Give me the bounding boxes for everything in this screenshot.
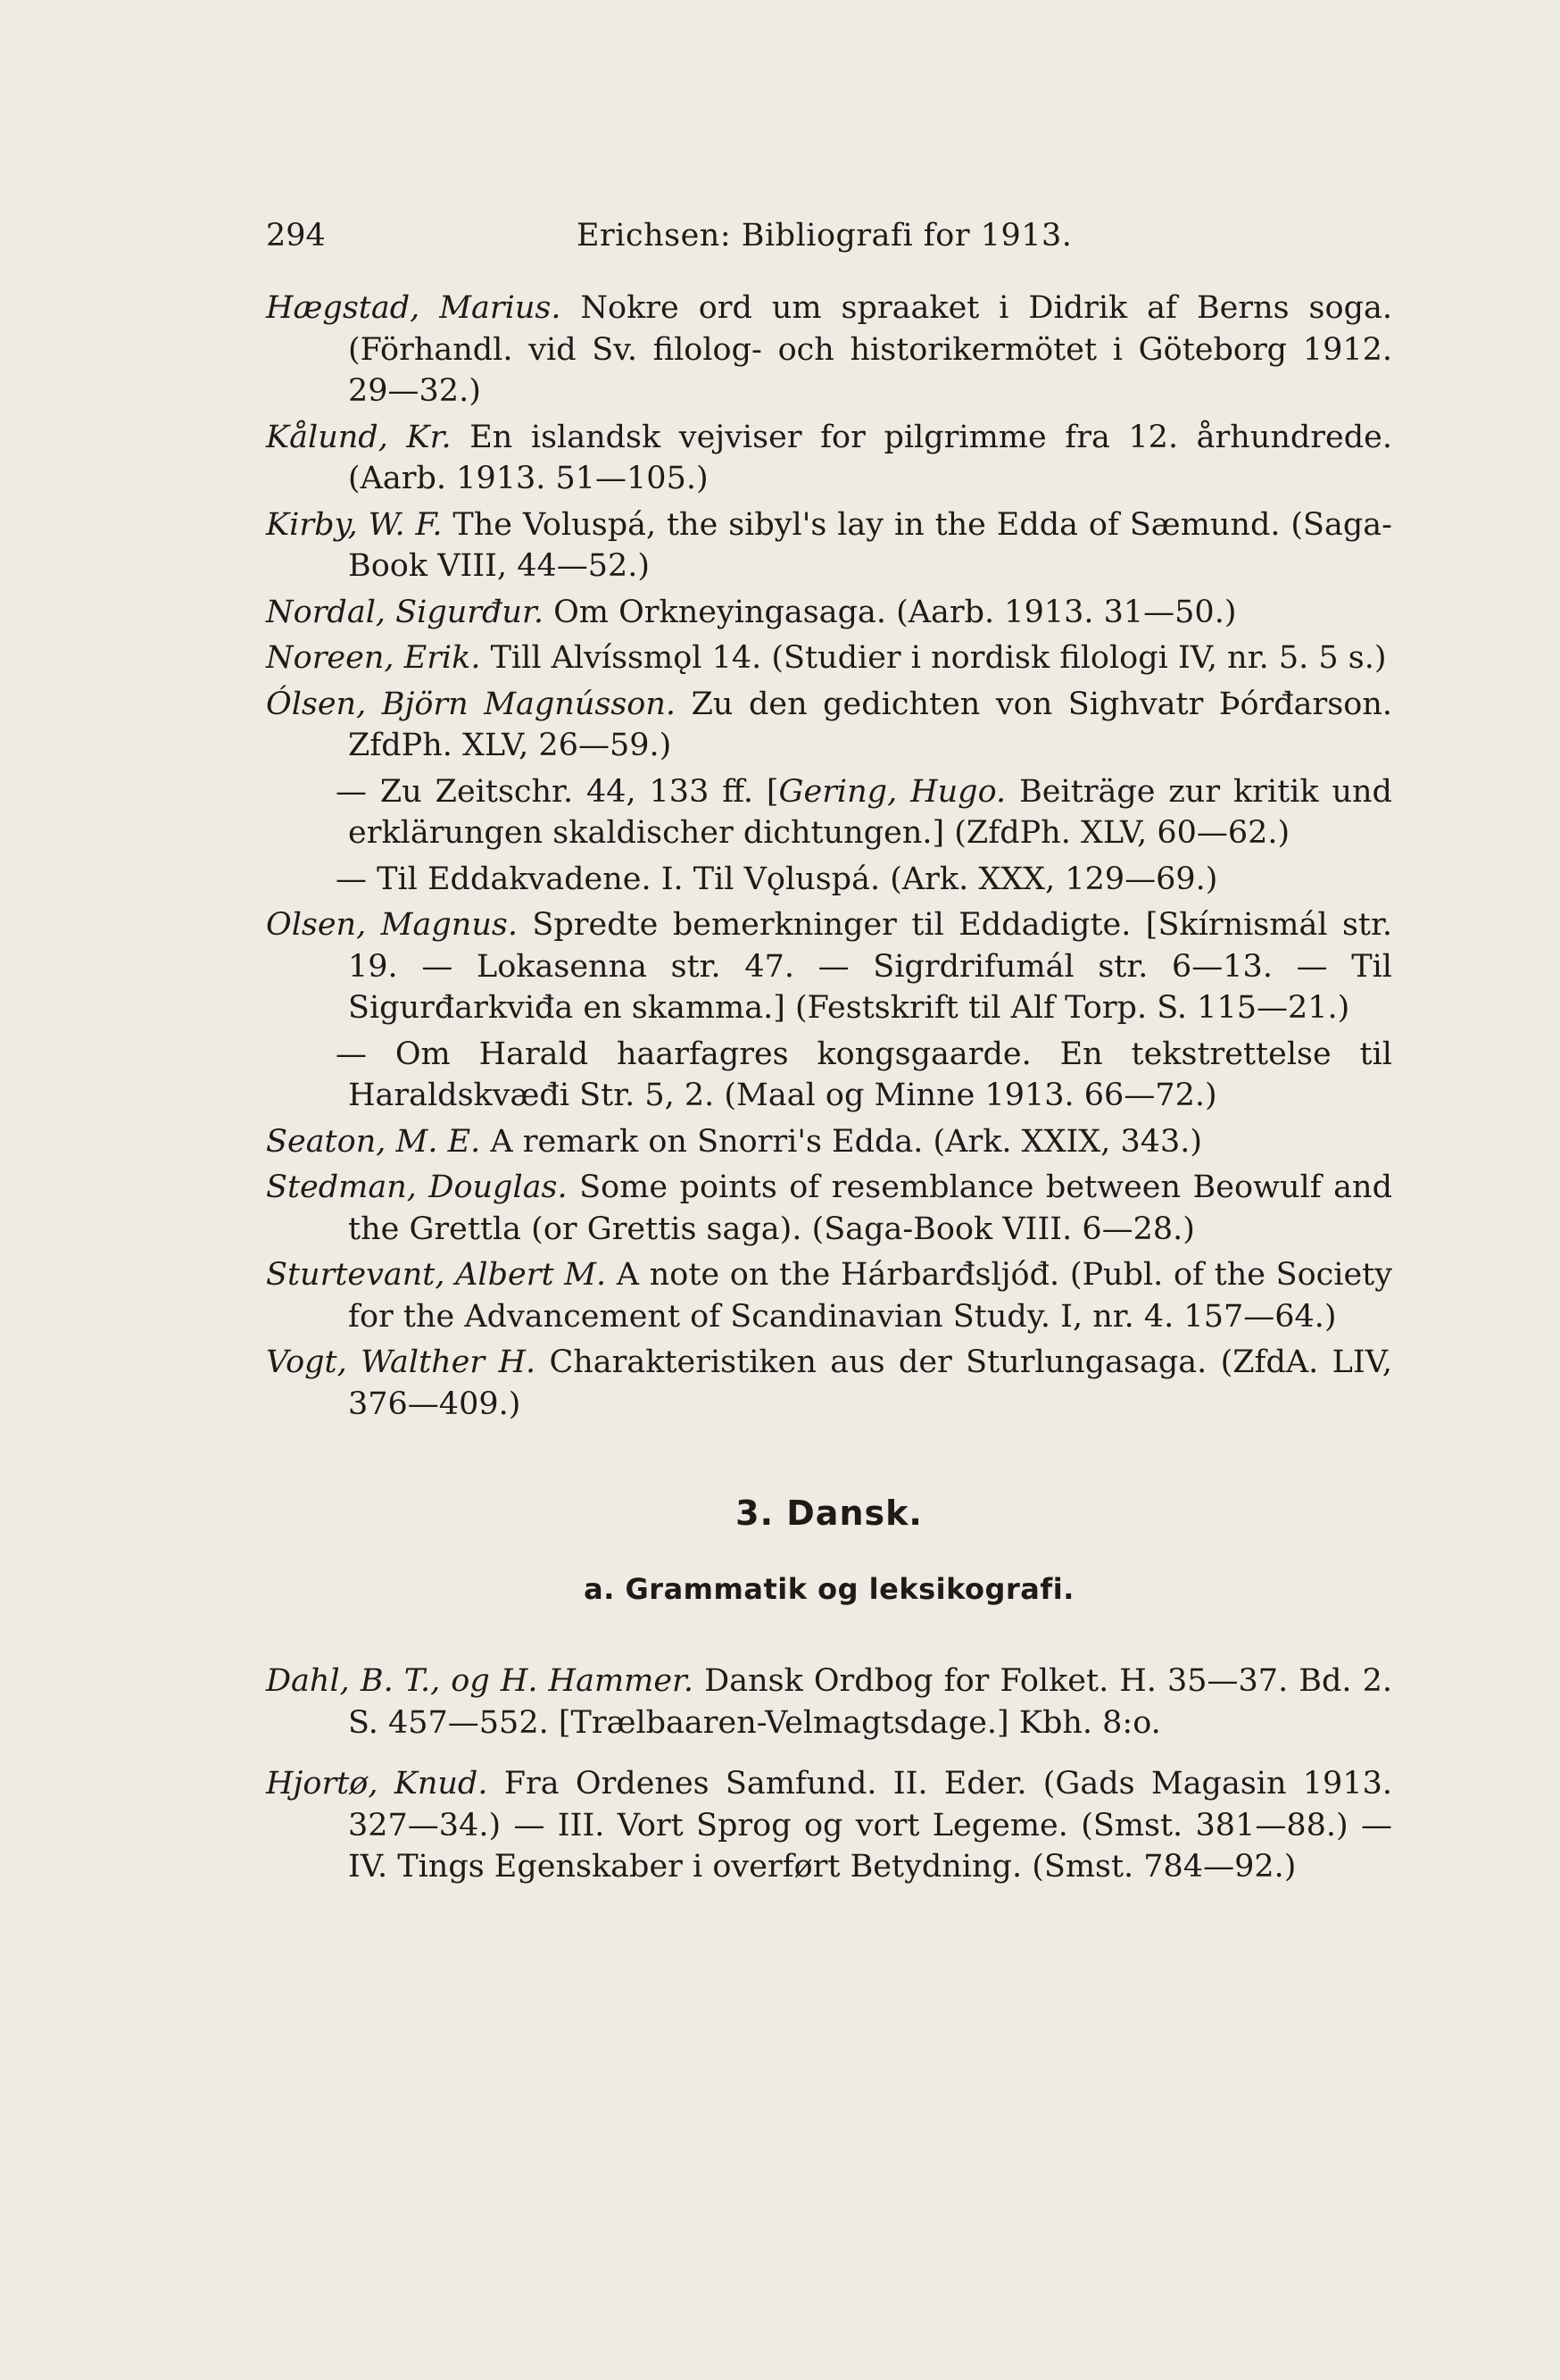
entry-prefix: Zu Zeitschr. 44, 133 ff. [ [379,773,779,810]
entry-author: Dahl, B. T., og H. Hammer. [266,1663,694,1699]
entry-text: Til Eddakvadene. I. Til Vǫluspá. (Ark. XXX, 129—69.) [377,861,1218,897]
bib-entry [266,1167,1392,1250]
entry-author: Sturtevant, Albert M. [266,1257,607,1293]
entry-text: Charakteristiken aus der Sturlungasaga. (ZfdA. LIV, 376—409.) [348,1344,1392,1422]
page-body [266,287,1392,1893]
entry-author: Hjortø, Knud. [266,1766,488,1802]
entry-text: Some points of resemblance between Beowulf and the Grettla (or Grettis saga). (Saga-Book VIII. 6—28.) [348,1169,1392,1247]
bib-entry [266,1342,1392,1425]
entry-author: Olsen, Magnus. [266,907,518,943]
entry-author: Gering, Hugo. [778,773,1007,810]
bib-entry [266,637,1392,679]
subsection-heading: a. Grammatik og leksikografi. [584,1572,1075,1606]
bib-entry [266,592,1392,634]
entry-text: Till Alvíssmǫl 14. (Studier i nordisk filologi IV, nr. 5. 5 s.) [490,640,1387,676]
bib-entry [266,684,1392,767]
bib-entry [266,417,1392,500]
entry-text: Nokre ord um spraaket i Didrik af Berns soga. (Förhandl. vid Sv. filolog- och historikermötet i Göteborg 1912. 29—32.) [348,290,1392,409]
entry-author: Ólsen, Björn Magnússon. [266,686,676,722]
entry-author: Seaton, M. E. [266,1123,481,1160]
bib-entry-continuation [266,859,1392,901]
entry-text: A remark on Snorri's Edda. (Ark. XXIX, 343.) [490,1123,1203,1160]
bib-entry [266,904,1392,1029]
entry-text: En islandsk vejviser for pilgrimme fra 12. århundrede. (Aarb. 1913. 51—105.) [348,419,1392,496]
entry-text: Zu den gedichten von Sighvatr Þórđarson. ZfdPh. XLV, 26—59.) [348,686,1392,763]
bib-entry [266,1660,1392,1743]
entry-author: Kirby, W. F. [266,506,443,543]
entry-text: The Voluspá, the sibyl's lay in the Edda of Sæmund. (Saga-Book VIII, 44—52.) [348,506,1392,584]
entry-author: Kålund, Kr. [266,419,452,455]
bib-entry [266,1763,1392,1888]
entry-text: Om Orkneyingasaga. (Aarb. 1913. 31—50.) [553,594,1237,630]
entry-text: Fra Ordenes Samfund. II. Eder. (Gads Magasin 1913. 327—34.) — III. Vort Sprog og vort Legeme. (Smst. 381—88.) — IV. Tings Egenskaber i overført Betydning. (Smst. 784—92.) [348,1766,1392,1885]
entry-author: Hægstad, Marius. [266,290,561,326]
running-header [266,218,1426,259]
bib-entry [266,1121,1392,1163]
entry-text: A note on the Hárbarđsljóđ. (Publ. of the Society for the Advancement of Scandinavian Study. I, nr. 4. 157—64.) [348,1257,1392,1335]
bib-entry [266,287,1392,412]
section-heading: 3. Dansk. [735,1494,923,1533]
entry-text: Spredte bemerkninger til Eddadigte. [Skírnismál str. 19. — Lokasenna str. 47. — Sigrdrifumál str. 6—13. — Til Sigurđarkviđa en skamma.] (Festskrift til Alf Torp. S. 115—21.) [348,907,1392,1026]
page-number: 294 [266,218,326,254]
running-title: Erichsen: Bibliografi for 1913. [577,218,1073,254]
entry-text: Beiträge zur kritik und erklärungen skaldischer dichtungen.] (ZfdPh. XLV, 60—62.) [348,773,1392,851]
entry-text: Om Harald haarfagres kongsgaarde. En tekstrettelse til Haraldskvæđi Str. 5, 2. (Maal og Minne 1913. 66—72.) [348,1036,1392,1113]
bib-entry [266,1254,1392,1337]
bib-entry-continuation [266,771,1392,854]
entry-author: Noreen, Erik. [266,640,481,676]
bib-entry [266,504,1392,587]
entry-text: Dansk Ordbog for Folket. H. 35—37. Bd. 2. S. 457—552. [Trælbaaren-Velmagtsdage.] Kbh. 8:o. [348,1663,1392,1741]
entry-author: Stedman, Douglas. [266,1169,568,1205]
bib-entry-continuation [266,1034,1392,1117]
entry-author: Nordal, Sigurđur. [266,594,544,630]
entry-author: Vogt, Walther H. [266,1344,536,1380]
